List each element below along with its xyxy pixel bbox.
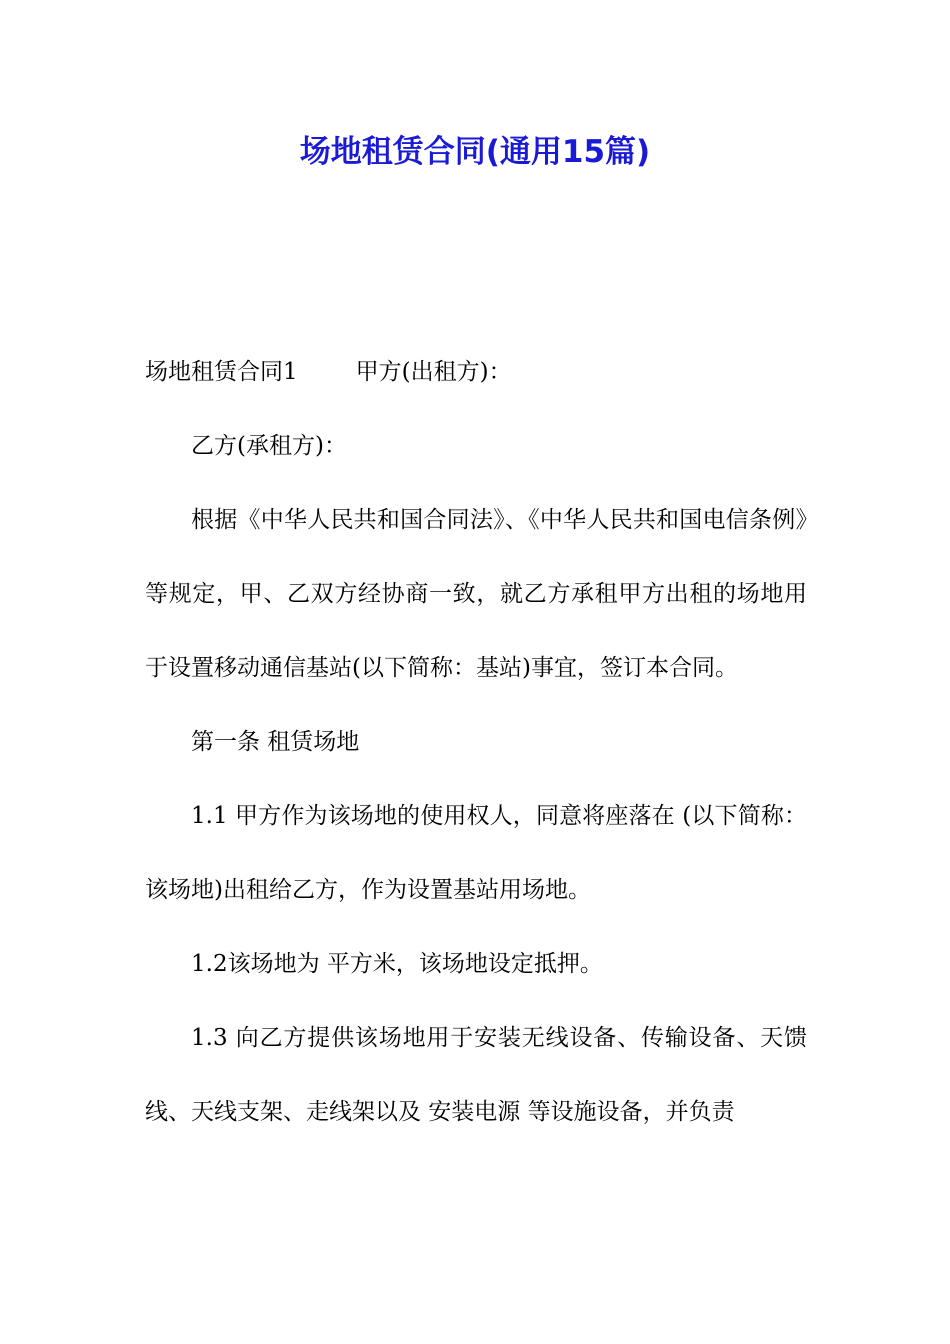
document-body bbox=[145, 335, 807, 1149]
paragraph-preamble: 根据《中华人民共和国合同法》、《中华人民共和国电信条例》等规定，甲、乙双方经协商一致，就乙方承租甲方出租的场地用于设置移动通信基站(以下简称：基站)事宜，签订本合同。 bbox=[145, 507, 807, 681]
article-heading: 第一条 租赁场地 bbox=[191, 729, 360, 755]
document-title: 场地租赁合同(通用15篇) bbox=[299, 134, 651, 170]
clause-1-3: 1.3 向乙方提供该场地用于安装无线设备、传输设备、天馈线、天线支架、走线架以及 安装电源 等设施设备，并负责 bbox=[145, 1025, 807, 1125]
party-b-label: 乙方(承租方)： bbox=[191, 433, 347, 459]
clause-1-2: 1.2该场地为 平方米，该场地设定抵押。 bbox=[191, 951, 603, 977]
contract-heading-line bbox=[145, 335, 807, 409]
party-a-label: 甲方(出租方)： bbox=[355, 359, 512, 385]
section-heading: 场地租赁合同1 bbox=[145, 359, 298, 385]
clause-1-1: 1.1 甲方作为该场地的使用权人，同意将座落在 (以下简称：该场地)出租给乙方，作为设置基站用场地。 bbox=[145, 803, 807, 903]
